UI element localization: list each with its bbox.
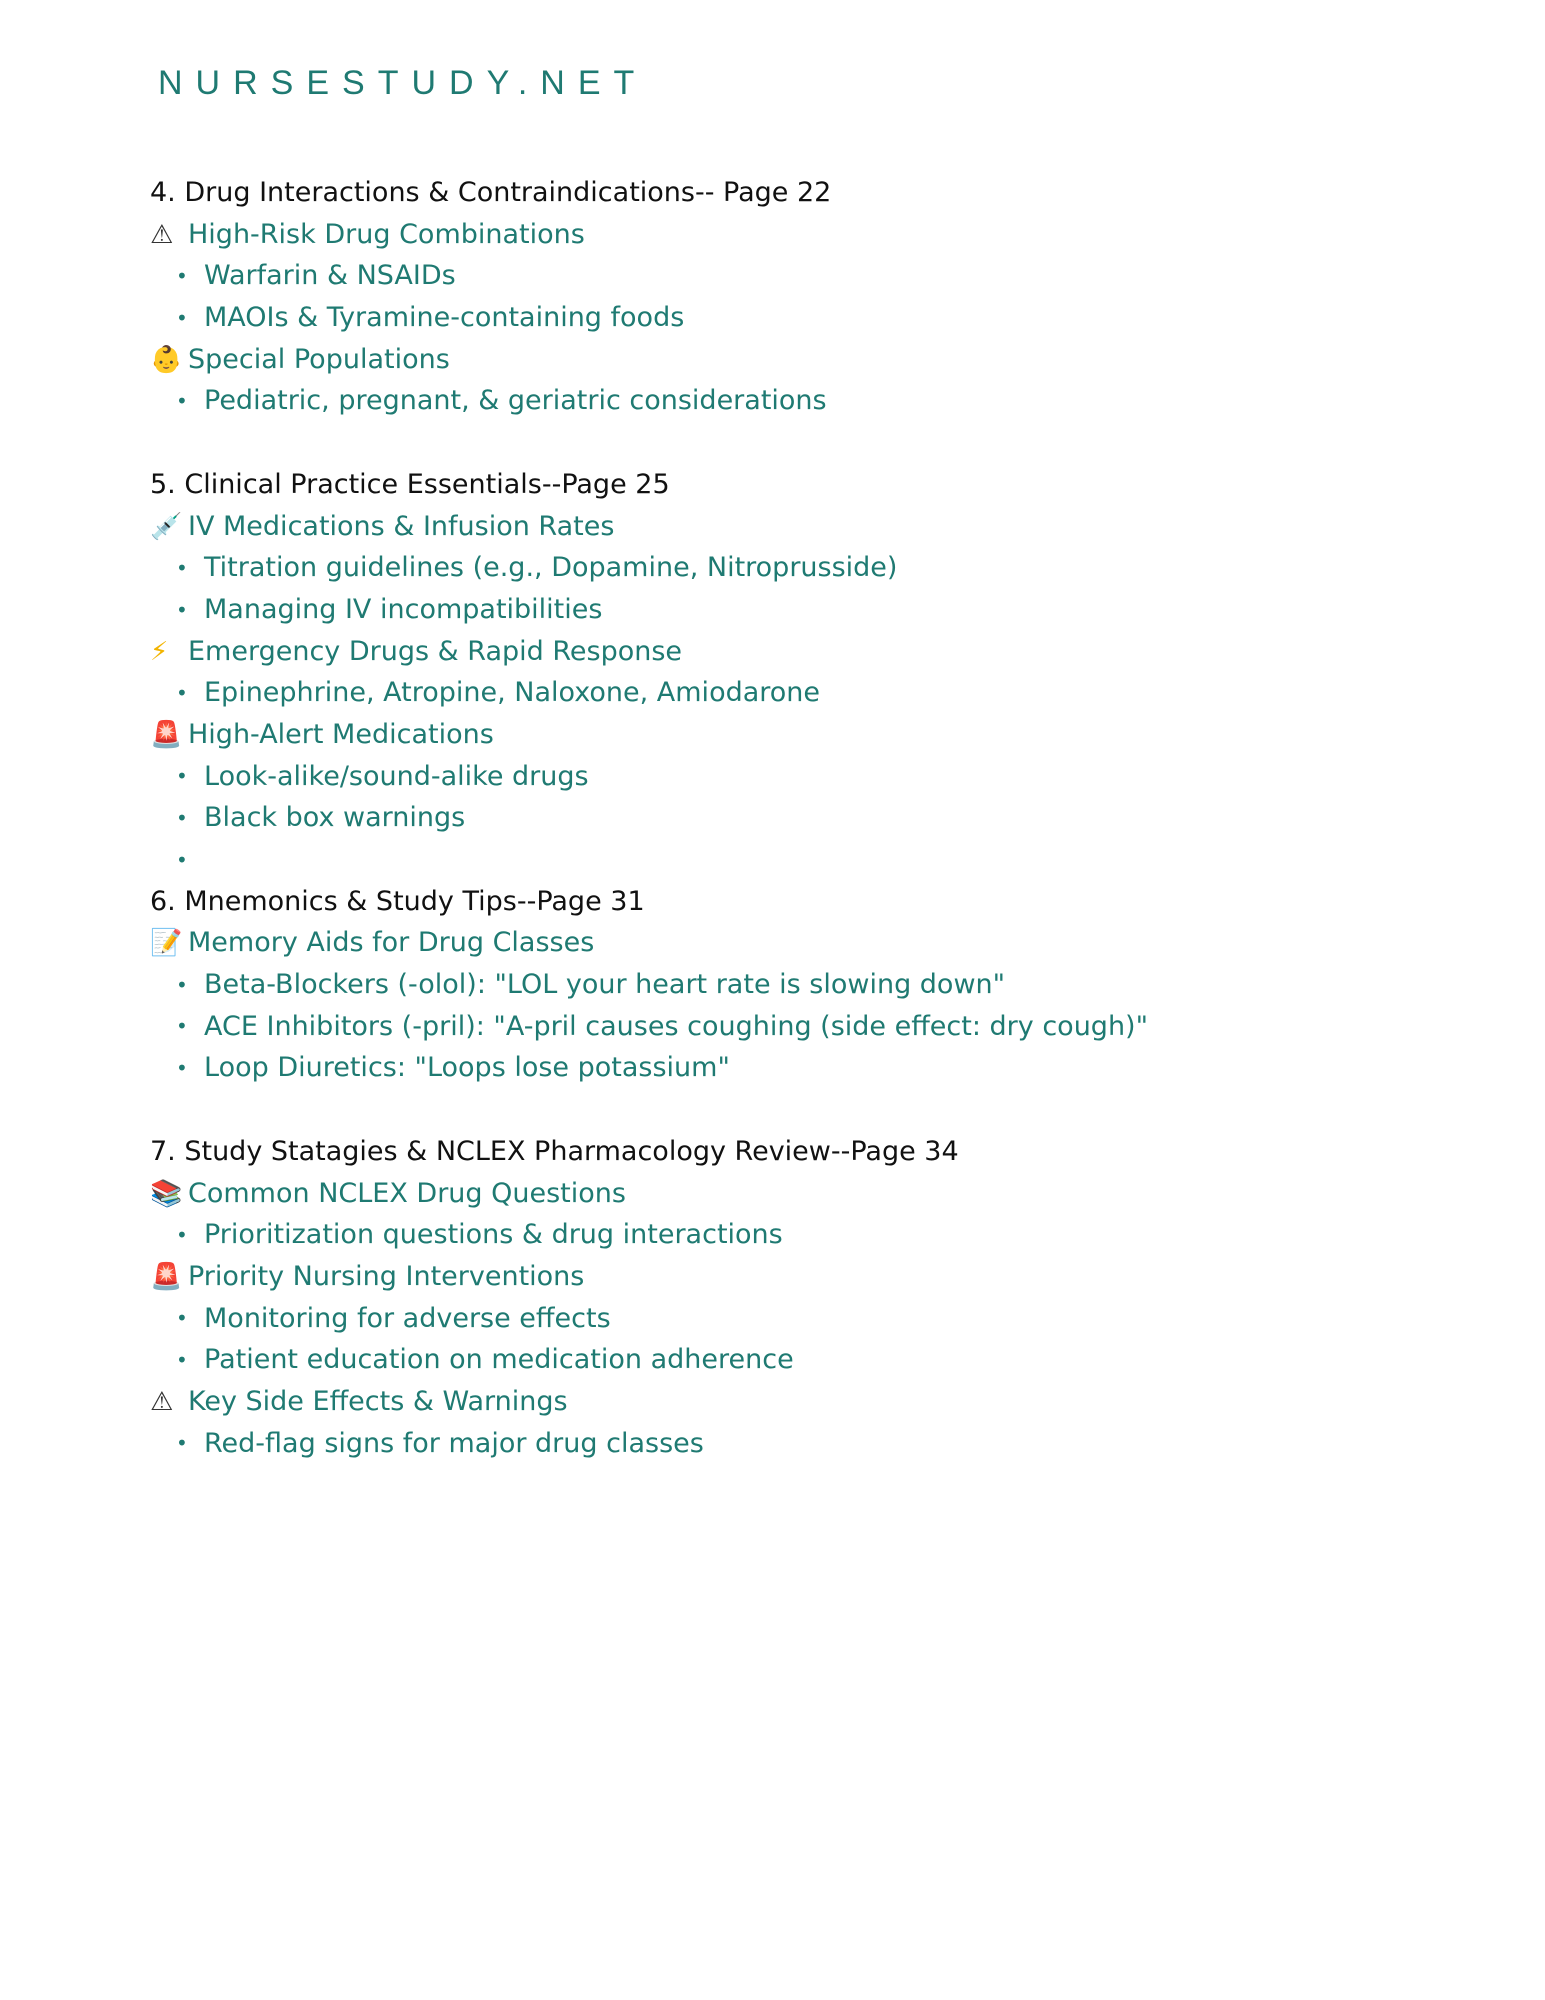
list-item: • Pediatric, pregnant, & geriatric considerations [150,380,1450,422]
subsection-memory-aids [150,922,1450,964]
list-item: • Epinephrine, Atropine, Naloxone, Amiodarone [150,672,1450,714]
subsection-priority-interventions [150,1256,1450,1298]
list-item: • Beta-Blockers (-olol): "LOL your heart rate is slowing down" [150,964,1450,1006]
site-brand: NURSESTUDY.NET [158,64,648,102]
section-spacer [150,422,1450,464]
bullet-icon: • [176,389,188,414]
list-item: • ACE Inhibitors (-pril): "A-pril causes coughing (side effect: dry cough)" [150,1006,1450,1048]
subsection-label: Special Populations [188,343,450,375]
baby-icon: 👶 [150,344,183,375]
siren-icon: 🚨 [150,1261,183,1292]
subsection-label: Common NCLEX Drug Questions [188,1177,626,1209]
subsection-emergency-drugs [150,631,1450,673]
subsection-high-alert-medications [150,714,1450,756]
list-item: • Black box warnings [150,797,1450,839]
bullet-icon: • [176,597,188,622]
list-item: • Patient education on medication adherence [150,1339,1450,1381]
bullet-icon: • [176,1222,188,1247]
subsection-label: Memory Aids for Drug Classes [188,927,595,959]
lightning-icon: ⚡ [150,636,169,667]
bullet-icon: • [176,305,188,330]
bullet-icon: • [176,1014,188,1039]
subsection-special-populations [150,339,1450,381]
bullet-icon: • [176,680,188,705]
warning-icon: ⚠ [150,219,174,250]
siren-icon: 🚨 [150,719,183,750]
list-item: • Prioritization questions & drug interactions [150,1214,1450,1256]
syringe-icon: 💉 [150,511,183,542]
warning-icon: ⚠ [150,1386,174,1417]
subsection-high-risk-combinations [150,214,1450,256]
section-4-heading: 4. Drug Interactions & Contraindications-- Page 22 [150,177,832,208]
bullet-icon: • [176,847,188,872]
list-item-empty [150,839,1450,881]
bullet-icon: • [176,555,188,580]
list-item: • Loop Diuretics: "Loops lose potassium" [150,1047,1450,1089]
memo-icon: 📝 [150,928,183,959]
bullet-icon: • [176,1306,188,1331]
bullet-icon: • [176,805,188,830]
bullet-icon: • [176,1056,188,1081]
section-spacer [150,1089,1450,1131]
list-item: • Titration guidelines (e.g., Dopamine, Nitroprusside) [150,547,1450,589]
books-icon: 📚 [150,1178,183,1209]
subsection-key-side-effects [150,1381,1450,1423]
list-item: • Warfarin & NSAIDs [150,255,1450,297]
bullet-icon: • [176,1347,188,1372]
section-6-heading: 6. Mnemonics & Study Tips--Page 31 [150,885,645,917]
subsection-nclex-drug-questions [150,1173,1450,1215]
bullet-icon: • [176,972,188,997]
list-item: • MAOIs & Tyramine-containing foods [150,297,1450,339]
bullet-icon: • [176,764,188,789]
subsection-iv-medications [150,506,1450,548]
list-item: • Look-alike/sound-alike drugs [150,756,1450,798]
section-7-heading: 7. Study Statagies & NCLEX Pharmacology Review--Page 34 [150,1135,959,1167]
list-item: • Red-flag signs for major drug classes [150,1423,1450,1465]
subsection-label: High-Risk Drug Combinations [188,218,585,250]
subsection-label: Priority Nursing Interventions [188,1260,585,1292]
subsection-label: IV Medications & Infusion Rates [188,510,615,542]
table-of-contents [150,172,1450,1464]
subsection-label: High-Alert Medications [188,718,494,750]
bullet-icon: • [176,1431,188,1456]
bullet-icon: • [176,264,188,289]
subsection-label: Emergency Drugs & Rapid Response [188,635,683,667]
section-5-heading: 5. Clinical Practice Essentials--Page 25 [150,468,670,500]
list-item: • Monitoring for adverse effects [150,1298,1450,1340]
list-item: • Managing IV incompatibilities [150,589,1450,631]
subsection-label: Key Side Effects & Warnings [188,1385,568,1417]
